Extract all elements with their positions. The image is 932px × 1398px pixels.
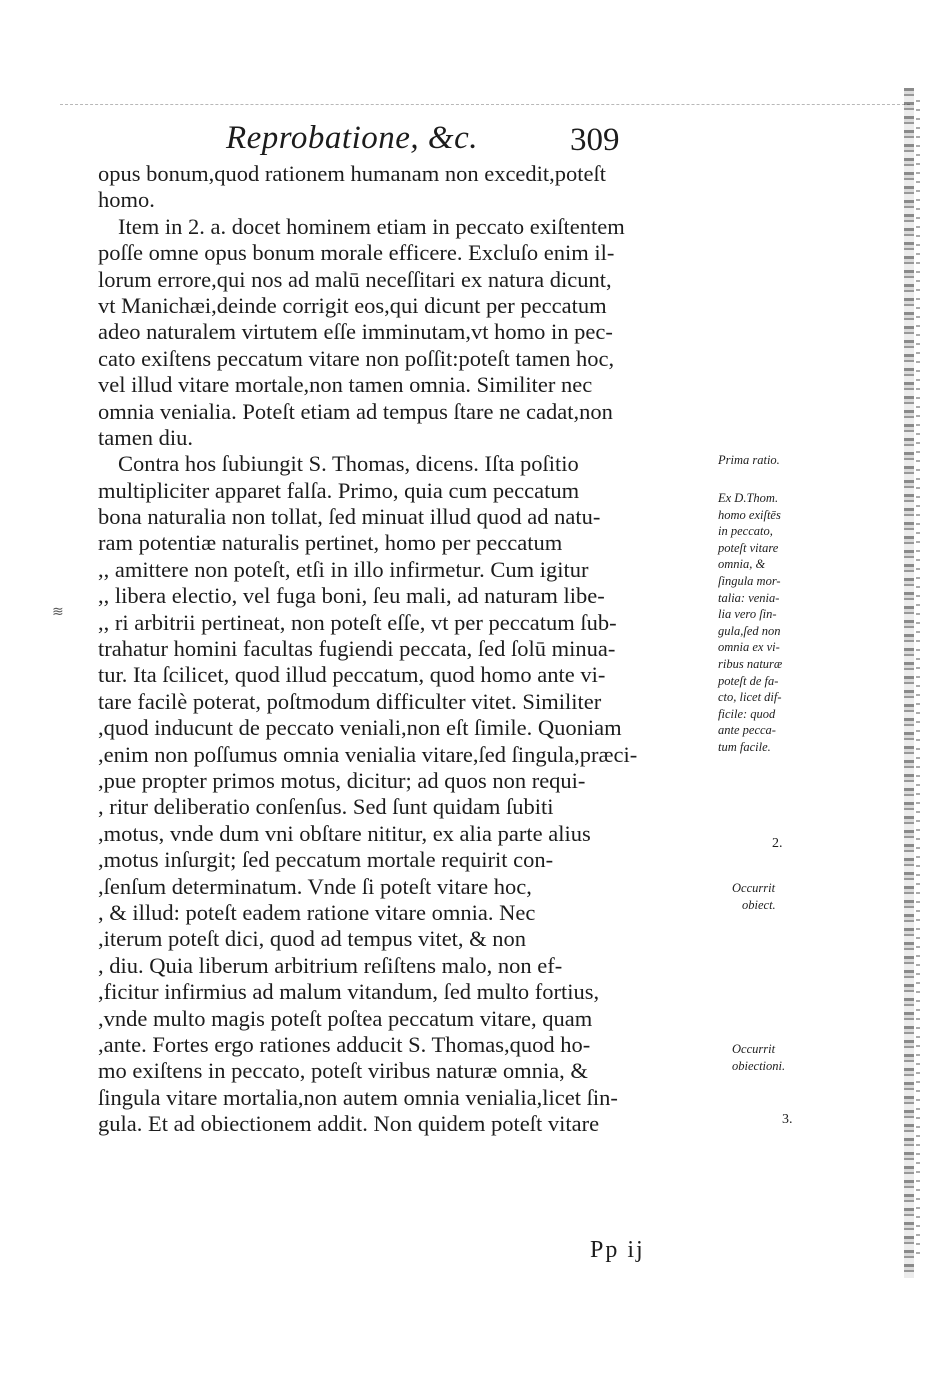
text-line: ,, libera electio, vel fuga boni, ſeu mali, ad naturam libe- [98,583,605,609]
scan-binding-edge [904,88,914,1278]
text-line: adeo naturalem virtutem eſſe imminutam,vt homo in pec- [98,319,613,345]
text-line: ,ſenſum determinatum. Vnde ſi poteſt vitare hoc, [98,873,532,899]
margin-note-occurrit-obiect: Occurrit obiect. [732,881,776,912]
stray-ink-mark: ≋ [52,604,64,620]
page-header [226,118,726,166]
margin-notes [718,448,868,1148]
text-line: ,enim non poſſumus omnia venialia vitare,ſed ſingula,præci- [98,741,638,767]
margin-note-prima-ratio: Prima ratio. [718,453,780,467]
text-line: ,pue propter primos motus, dicitur; ad quos non requi- [98,767,586,793]
text-line: trahatur homini facultas fugiendi peccata, ſed ſolū minua- [98,636,616,662]
text-line: cato exiſtens peccatum vitare non poſſit:poteſt tamen hoc, [98,345,615,371]
margin-numeral-3: 3. [782,1112,793,1127]
text-line: ,, ri arbitrii pertineat, non poteſt eſſe, vt per peccatum ſub- [98,609,617,635]
text-line: , diu. Quia liberum arbitrium reſiſtens malo, non ef- [98,952,563,978]
text-line: ,ficitur infirmius ad malum vitandum, ſed multo fortius, [98,979,600,1005]
signature-mark: Pp ij [590,1237,645,1263]
text-line: ,iterum poteſt dici, quod ad tempus vitet, & non [98,926,527,952]
body-text [98,161,718,1137]
text-line: ,vnde multo magis poteſt poſtea peccatum vitare, quam [98,1005,593,1031]
text-line: homo. [98,187,155,213]
text-line: ſingula vitare mortalia,non autem omnia venialia,licet ſin- [98,1084,618,1110]
text-line: multipliciter apparet falſa. Primo, quia cum peccatum [98,477,580,503]
text-line: ,motus, vnde dum vni obſtare nititur, ex alia parte alius [98,820,591,846]
text-line: vel illud vitare mortale,non tamen omnia. Similiter nec [98,372,593,398]
text-line: vt Manichæi,deinde corrigit eos,qui dicunt per peccatum [98,292,607,318]
text-line: ,motus inſurgit; ſed peccatum mortale requirit con- [98,847,554,873]
text-line: lorum errore,qui nos ad malū neceſſitari ex natura dicunt, [98,266,612,292]
scan-edge-rule [60,104,910,105]
text-line: tamen diu. [98,424,193,450]
text-line: tare facilè poterat, poſtmodum difficulter vitet. Similiter [98,688,602,714]
text-line: , ritur deliberatio conſenſus. Sed ſunt quidam ſubiti [98,794,554,820]
scan-binding-edge-shadow [916,100,920,1260]
margin-numeral-2: 2. [772,836,783,851]
text-line: ,quod inducunt de peccato veniali,non eſt ſimile. Quoniam [98,715,622,741]
text-line: poſſe omne opus bonum morale efficere. Excluſo enim il- [98,240,615,266]
text-line: mo exiſtens in peccato, poteſt viribus naturæ omnia, & [98,1058,588,1084]
text-line: omnia venialia. Poteſt etiam ad tempus ſtare ne cadat,non [98,398,613,424]
text-line: , & illud: poteſt eadem ratione vitare omnia. Nec [98,899,536,925]
text-line: ,, amittere non poteſt, etſi in illo infirmetur. Cum igitur [98,556,589,582]
text-line: ram potentiæ naturalis pertinet, homo per peccatum [98,530,563,556]
text-line: bona naturalia non tollat, ſed minuat illud quod ad natu- [98,504,601,530]
text-line: ,ante. Fortes ergo rationes adducit S. Thomas,quod ho- [98,1031,591,1057]
margin-note-occurrit-obiectioni: Occurrit obiectioni. [732,1042,786,1073]
text-line: opus bonum,quod rationem humanam non excedit,poteſt [98,161,607,186]
text-line: Contra hos ſubiungit S. Thomas, dicens. Iſta poſitio [118,451,579,477]
margin-note-ex-d-thom: Ex D.Thom. homo exiſtēs in peccato, poteſt vitare omnia, & ſingula mor- talia: venia- lia vero ſin- gula,ſed non omnia ex vi- ribus naturæ poteſt de fa- cto, licet dif- ficile: quod ante pecca- tum facile. [718,491,783,754]
text-line: tur. Ita ſcilicet, quod illud peccatum, quod homo ante vi- [98,662,606,688]
text-line: Item in 2. a. docet hominem etiam in peccato exiſtentem [118,213,625,239]
running-head: Reprobatione, &c. [226,120,478,156]
text-line: gula. Et ad obiectionem addit. Non quidem poteſt vitare [98,1111,600,1137]
page-number: 309 [570,122,620,158]
